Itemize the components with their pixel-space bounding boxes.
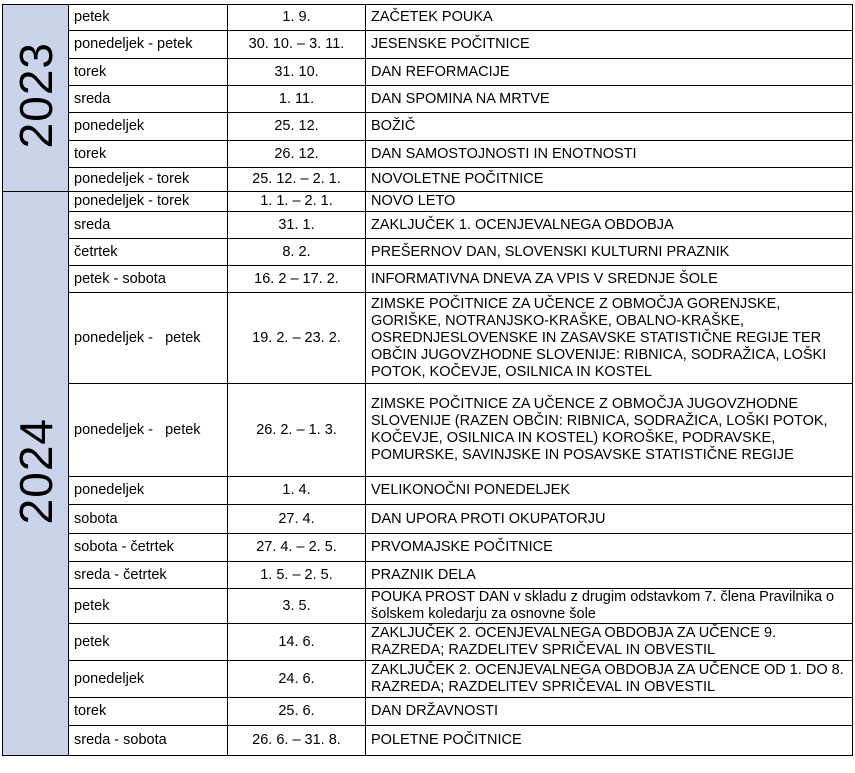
day-cell: petek: [69, 5, 228, 31]
calendar-row: [3, 505, 853, 534]
day-cell: sreda: [69, 212, 228, 239]
year-label: 2024: [9, 417, 62, 525]
description-cell: NOVO LETO: [366, 192, 853, 212]
date-cell: 26. 2. – 1. 3.: [228, 384, 366, 477]
day-cell: sreda - sobota: [69, 726, 228, 756]
date-cell: 14. 6.: [228, 624, 366, 661]
date-cell: 27. 4.: [228, 505, 366, 534]
day-cell: torek: [69, 59, 228, 86]
date-cell: 3. 5.: [228, 589, 366, 624]
day-cell: ponedeljek: [69, 477, 228, 505]
calendar-row: [3, 661, 853, 698]
date-cell: 26. 12.: [228, 141, 366, 168]
description-cell: NOVOLETNE POČITNICE: [366, 168, 853, 192]
day-cell: ponedeljek - petek: [69, 293, 228, 384]
date-cell: 30. 10. – 3. 11.: [228, 31, 366, 59]
description-cell: INFORMATIVNA DNEVA ZA VPIS V SREDNJE ŠOLE: [366, 266, 853, 293]
day-cell: petek: [69, 624, 228, 661]
date-cell: 27. 4. – 2. 5.: [228, 534, 366, 562]
day-cell: sobota: [69, 505, 228, 534]
calendar-row: [3, 212, 853, 239]
date-cell: 1. 9.: [228, 5, 366, 31]
year-label-cell: [3, 5, 69, 192]
day-cell: ponedeljek: [69, 113, 228, 141]
date-cell: 1. 11.: [228, 86, 366, 113]
description-cell: PREŠERNOV DAN, SLOVENSKI KULTURNI PRAZNIK: [366, 239, 853, 266]
day-cell: ponedeljek - petek: [69, 384, 228, 477]
description-cell: DAN SAMOSTOJNOSTI IN ENOTNOSTI: [366, 141, 853, 168]
date-cell: 25. 6.: [228, 698, 366, 726]
date-cell: 19. 2. – 23. 2.: [228, 293, 366, 384]
calendar-row: [3, 698, 853, 726]
day-cell: ponedeljek - torek: [69, 192, 228, 212]
calendar-row: [3, 86, 853, 113]
day-cell: sobota - četrtek: [69, 534, 228, 562]
description-cell: ZAČETEK POUKA: [366, 5, 853, 31]
date-cell: 31. 10.: [228, 59, 366, 86]
day-cell: torek: [69, 698, 228, 726]
calendar-row: [3, 59, 853, 86]
calendar-row: [3, 384, 853, 477]
description-cell: ZAKLJUČEK 1. OCENJEVALNEGA OBDOBJA: [366, 212, 853, 239]
description-cell: DAN DRŽAVNOSTI: [366, 698, 853, 726]
calendar-row: [3, 477, 853, 505]
description-cell: ZAKLJUČEK 2. OCENJEVALNEGA OBDOBJA ZA UČENCE OD 1. DO 8. RAZREDA; RAZDELITEV SPRIČEVAL IN OBVESTIL: [366, 661, 853, 698]
school-calendar-table: [2, 4, 853, 756]
calendar-row: [3, 624, 853, 661]
calendar-row: [3, 534, 853, 562]
year-label: 2023: [9, 42, 62, 149]
calendar-row: [3, 239, 853, 266]
calendar-row: [3, 589, 853, 624]
date-cell: 8. 2.: [228, 239, 366, 266]
calendar-row: [3, 192, 853, 212]
day-cell: torek: [69, 141, 228, 168]
day-cell: ponedeljek: [69, 661, 228, 698]
day-cell: sreda - četrtek: [69, 562, 228, 589]
description-cell: JESENSKE POČITNICE: [366, 31, 853, 59]
calendar-row: [3, 141, 853, 168]
description-cell: DAN REFORMACIJE: [366, 59, 853, 86]
description-cell: PRAZNIK DELA: [366, 562, 853, 589]
date-cell: 1. 4.: [228, 477, 366, 505]
year-label-cell: [3, 192, 69, 756]
calendar-row: [3, 293, 853, 384]
date-cell: 24. 6.: [228, 661, 366, 698]
day-cell: petek: [69, 589, 228, 624]
description-cell: ZAKLJUČEK 2. OCENJEVALNEGA OBDOBJA ZA UČENCE 9. RAZREDA; RAZDELITEV SPRIČEVAL IN OBVESTIL: [366, 624, 853, 661]
date-cell: 1. 1. – 2. 1.: [228, 192, 366, 212]
date-cell: 31. 1.: [228, 212, 366, 239]
description-cell: ZIMSKE POČITNICE ZA UČENCE Z OBMOČJA JUGOVZHODNE SLOVENIJE (RAZEN OBČIN: RIBNICA, SODRAŽICA, LOŠKI POTOK, KOČEVJE, OSILNICA IN KOSTEL) KOROŠKE, PODRAVSKE, POMURSKE, SAVINJSKE IN POSAVSKE STATISTIČNE REGIJE: [366, 384, 853, 477]
description-cell: DAN SPOMINA NA MRTVE: [366, 86, 853, 113]
day-cell: četrtek: [69, 239, 228, 266]
calendar-row: [3, 266, 853, 293]
day-cell: ponedeljek - petek: [69, 31, 228, 59]
calendar-row: [3, 5, 853, 31]
description-cell: ZIMSKE POČITNICE ZA UČENCE Z OBMOČJA GORENJSKE, GORIŠKE, NOTRANJSKO-KRAŠKE, OBALNO-KRAŠKE, OSREDNJESLOVENSKE IN ZASAVSKE STATISTIČNE REGIJE TER OBČIN JUGOVZHODNE SLOVENIJE: RIBNICA, SODRAŽICA, LOŠKI POTOK, KOČEVJE, OSILNICA IN KOSTEL: [366, 293, 853, 384]
day-cell: sreda: [69, 86, 228, 113]
calendar-row: [3, 113, 853, 141]
description-cell: DAN UPORA PROTI OKUPATORJU: [366, 505, 853, 534]
description-cell: PRVOMAJSKE POČITNICE: [366, 534, 853, 562]
description-cell: BOŽIČ: [366, 113, 853, 141]
calendar-row: [3, 562, 853, 589]
calendar-row: [3, 31, 853, 59]
date-cell: 1. 5. – 2. 5.: [228, 562, 366, 589]
date-cell: 25. 12. – 2. 1.: [228, 168, 366, 192]
date-cell: 25. 12.: [228, 113, 366, 141]
day-cell: ponedeljek - torek: [69, 168, 228, 192]
description-cell: VELIKONOČNI PONEDELJEK: [366, 477, 853, 505]
calendar-row: [3, 168, 853, 192]
calendar-row: [3, 726, 853, 756]
day-cell: petek - sobota: [69, 266, 228, 293]
description-cell: POLETNE POČITNICE: [366, 726, 853, 756]
calendar-body: [3, 5, 853, 756]
date-cell: 26. 6. – 31. 8.: [228, 726, 366, 756]
date-cell: 16. 2 – 17. 2.: [228, 266, 366, 293]
description-cell: POUKA PROST DAN v skladu z drugim odstavkom 7. člena Pravilnika o šolskem koledarju za osnovne šole: [366, 589, 853, 624]
